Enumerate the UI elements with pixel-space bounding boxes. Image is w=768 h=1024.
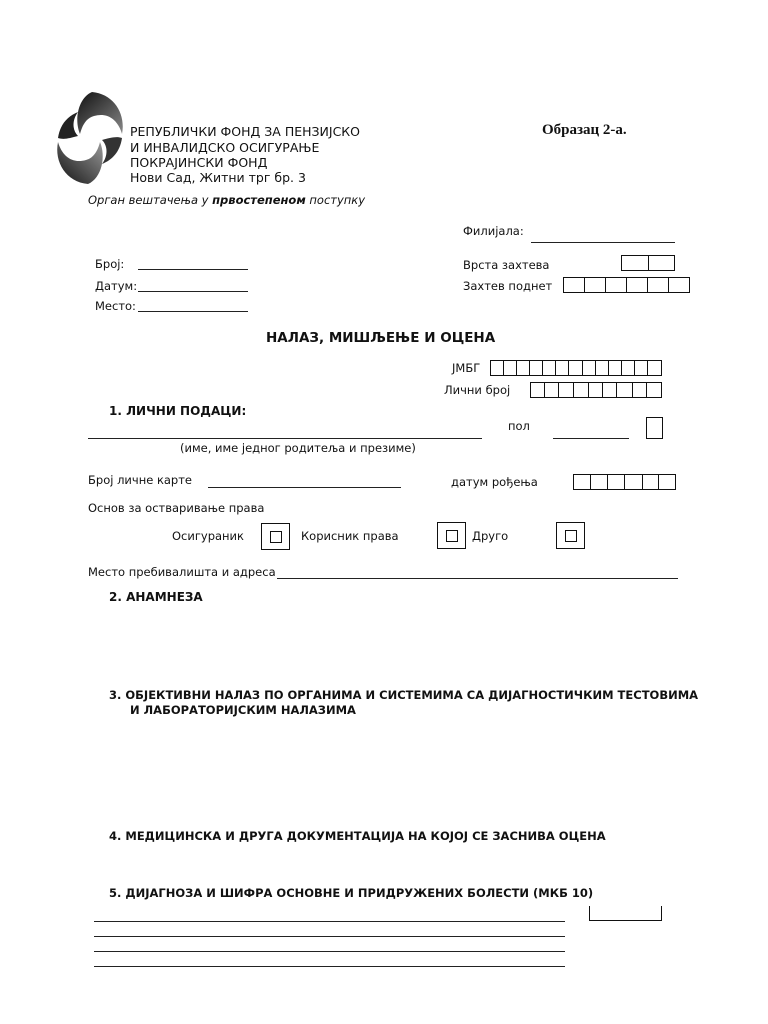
section-2-heading: 2. АНАМНЕЗА (109, 590, 203, 604)
licna-karta-field[interactable] (208, 487, 401, 488)
checkbox-square-icon (446, 530, 458, 542)
filijala-field[interactable] (531, 242, 675, 243)
datum-label: Датум: (95, 279, 138, 293)
broj-label: Број: (95, 257, 125, 271)
org-address: Нови Сад, Житни трг бр. 3 (130, 170, 306, 185)
pol-field[interactable] (553, 438, 629, 439)
filijala-label: Филијала: (463, 224, 524, 238)
section-1-heading: 1. ЛИЧНИ ПОДАЦИ: (109, 404, 247, 418)
licni-broj-label: Лични број (444, 383, 511, 397)
organ-bold: првостепеном (212, 193, 306, 207)
pol-box[interactable] (646, 417, 663, 439)
mesto-field[interactable] (138, 311, 248, 312)
datum-rodjenja-cells[interactable] (573, 474, 676, 490)
option-osiguranik-checkbox[interactable] (261, 523, 290, 550)
option-korisnik-checkbox[interactable] (437, 522, 466, 549)
jmbg-label: ЈМБГ (452, 361, 481, 375)
vrsta-zahteva-cells[interactable] (621, 255, 675, 271)
diagnosis-line-4[interactable] (94, 966, 565, 967)
option-drugo-checkbox[interactable] (556, 522, 585, 549)
org-name-line-1: РЕПУБЛИЧКИ ФОНД ЗА ПЕНЗИЈСКО (130, 124, 361, 139)
adresa-field[interactable] (277, 578, 678, 579)
osnov-label: Основ за остваривање права (88, 501, 265, 515)
zahtev-podnet-cells[interactable] (563, 277, 690, 293)
checkbox-square-icon (270, 531, 282, 543)
option-korisnik-label: Корисник права (301, 529, 399, 543)
org-name-line-3: ПОКРАЈИНСКИ ФОНД (130, 155, 268, 170)
datum-rodjenja-label: датум рођења (451, 475, 538, 489)
mesto-label: Место: (95, 299, 136, 313)
adresa-label: Место пребивалишта и адреса (88, 565, 276, 579)
datum-field[interactable] (138, 291, 248, 292)
section-5-heading: 5. ДИЈАГНОЗА И ШИФРА ОСНОВНЕ И ПРИДРУЖЕНИХ БОЛЕСТИ (МКБ 10) (109, 886, 594, 900)
diagnosis-line-3[interactable] (94, 951, 565, 952)
diagnosis-line-1[interactable] (94, 921, 565, 922)
pol-label: пол (508, 419, 530, 433)
organ-line (88, 193, 365, 207)
option-osiguranik-label: Осигураник (172, 529, 244, 543)
section-3-heading-line-1: 3. ОБЈЕКТИВНИ НАЛАЗ ПО ОРГАНИМА И СИСТЕМИМА СА ДИЈАГНОСТИЧКИМ ТЕСТОВИМА (109, 688, 699, 702)
diagnosis-line-2[interactable] (94, 936, 565, 937)
licni-broj-cells[interactable] (530, 382, 662, 398)
org-name-line-2: И ИНВАЛИДСКО ОСИГУРАЊЕ (130, 140, 320, 155)
document-title: НАЛАЗ, МИШЉЕЊЕ И ОЦЕНА (266, 330, 496, 346)
form-code: Образац 2-а. (542, 122, 627, 138)
licna-karta-label: Број личне карте (88, 473, 193, 487)
section-3-heading-line-2: И ЛАБОРАТОРИЈСКИМ НАЛАЗИМА (130, 703, 356, 717)
organization-logo (52, 90, 128, 186)
option-drugo-label: Друго (472, 529, 509, 543)
section-4-heading: 4. МЕДИЦИНСКА И ДРУГА ДОКУМЕНТАЦИЈА НА КОЈОЈ СЕ ЗАСНИВА ОЦЕНА (109, 829, 606, 843)
full-name-field[interactable] (88, 438, 482, 439)
icd-code-field[interactable] (589, 906, 662, 921)
full-name-caption: (име, име једног родитеља и презиме) (180, 441, 416, 455)
zahtev-podnet-label: Захтев поднет (463, 279, 553, 293)
organ-suffix: поступку (305, 193, 366, 207)
jmbg-cells[interactable] (490, 360, 662, 376)
organ-prefix: Орган вештачења у (88, 193, 213, 207)
checkbox-square-icon (565, 530, 577, 542)
vrsta-zahteva-label: Врста захтева (463, 258, 550, 272)
broj-field[interactable] (138, 269, 248, 270)
